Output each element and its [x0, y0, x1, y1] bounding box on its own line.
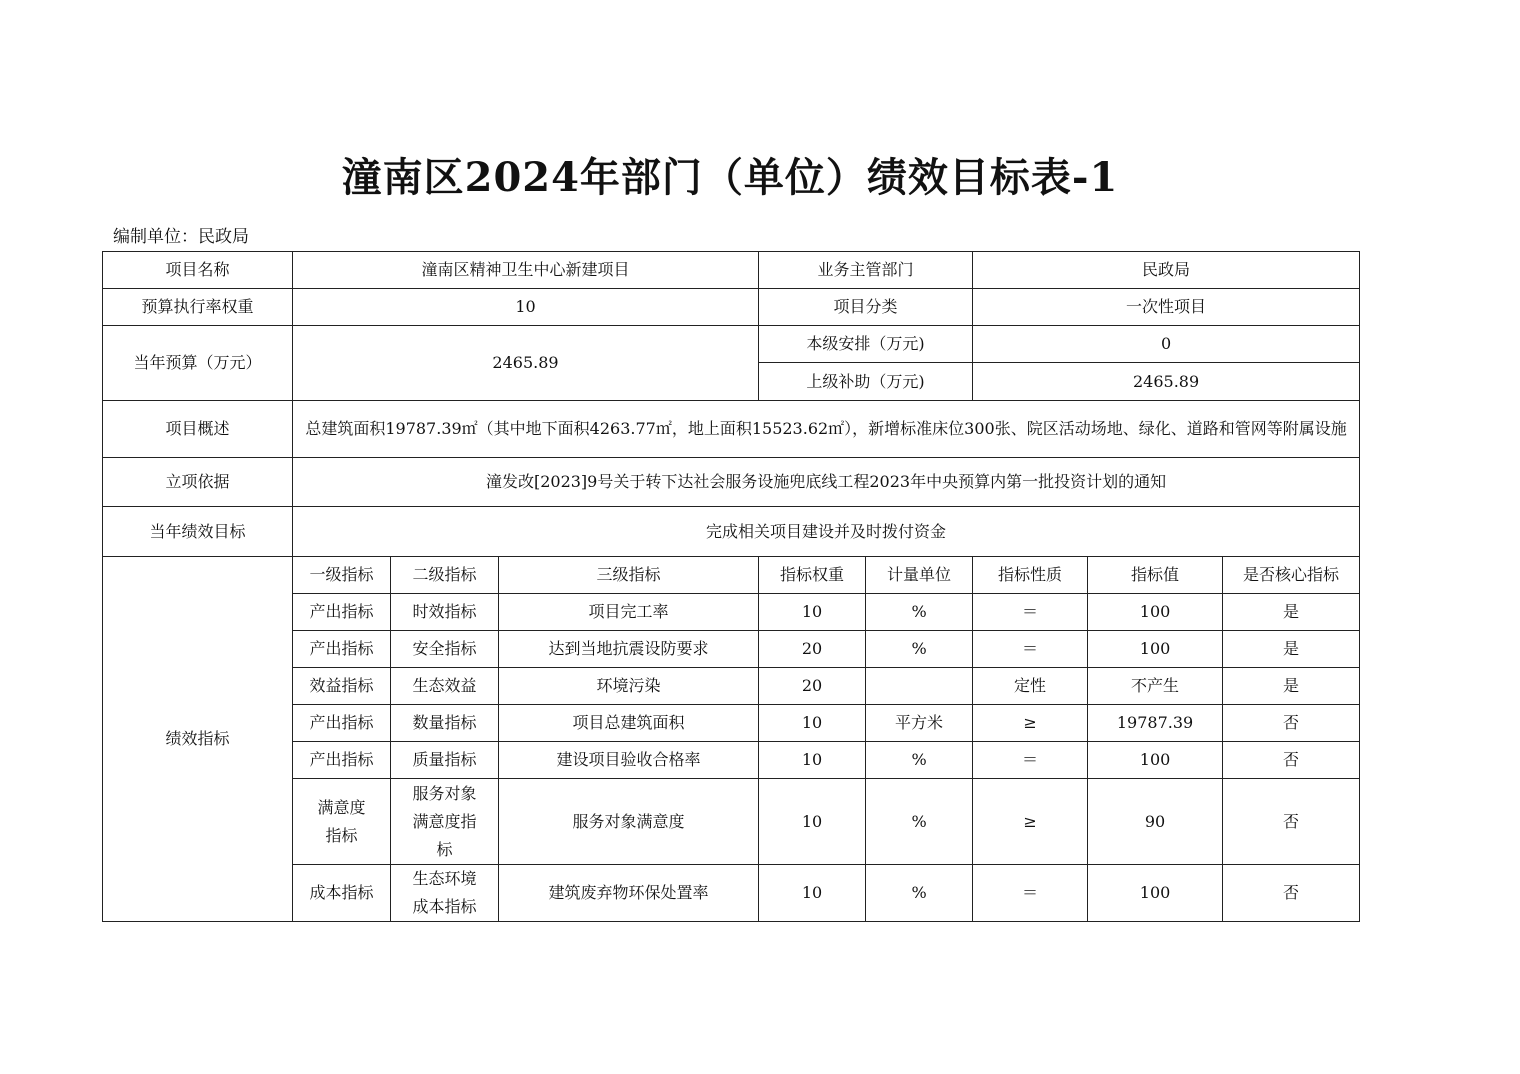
local-value: 0	[973, 326, 1360, 363]
indicator-cell: 服务对象满意度	[499, 779, 759, 865]
indicator-cell: 安全指标	[391, 631, 499, 668]
indicator-header-cell: 三级指标	[499, 557, 759, 594]
project-name-label: 项目名称	[103, 252, 293, 289]
indicator-cell: 否	[1223, 705, 1360, 742]
indicator-cell: ≥	[973, 779, 1088, 865]
category-label: 项目分类	[759, 289, 973, 326]
indicator-cell: 平方米	[866, 705, 973, 742]
indicator-cell: 100	[1088, 865, 1223, 922]
indicator-cell: %	[866, 742, 973, 779]
indicator-header-cell: 是否核心指标	[1223, 557, 1360, 594]
indicator-cell: 否	[1223, 779, 1360, 865]
basis-label: 立项依据	[103, 458, 293, 507]
indicator-cell: ＝	[973, 742, 1088, 779]
indicator-cell: 生态效益	[391, 668, 499, 705]
indicator-cell: ＝	[973, 594, 1088, 631]
indicator-cell: ＝	[973, 631, 1088, 668]
dept-value: 民政局	[973, 252, 1360, 289]
indicator-cell: 10	[759, 779, 866, 865]
indicator-header-cell: 指标权重	[759, 557, 866, 594]
row-basis	[103, 458, 1360, 507]
indicator-cell: 建筑废弃物环保处置率	[499, 865, 759, 922]
indicator-header-cell: 指标值	[1088, 557, 1223, 594]
indicator-header-cell: 计量单位	[866, 557, 973, 594]
upper-label: 上级补助（万元)	[759, 363, 973, 401]
goal-label: 当年绩效目标	[103, 507, 293, 557]
compiling-unit: 编制单位：民政局	[113, 227, 249, 247]
local-label: 本级安排（万元)	[759, 326, 973, 363]
row-weight	[103, 289, 1360, 326]
indicator-cell: 20	[759, 631, 866, 668]
indicator-cell: 100	[1088, 594, 1223, 631]
indicator-header-cell: 二级指标	[391, 557, 499, 594]
indicator-cell: 否	[1223, 742, 1360, 779]
indicator-cell: ≥	[973, 705, 1088, 742]
indicator-cell: 生态环境 成本指标	[391, 865, 499, 922]
indicator-cell: 10	[759, 865, 866, 922]
weight-value: 10	[293, 289, 759, 326]
page-title: 潼南区2024年部门（单位）绩效目标表-1	[341, 154, 1119, 201]
indicator-cell: 19787.39	[1088, 705, 1223, 742]
indicator-cell: 质量指标	[391, 742, 499, 779]
indicator-header-row	[103, 557, 1360, 594]
indicator-cell: 项目总建筑面积	[499, 705, 759, 742]
overview-label: 项目概述	[103, 401, 293, 458]
indicator-cell: 满意度 指标	[293, 779, 391, 865]
indicator-cell: 是	[1223, 594, 1360, 631]
indicator-section-label: 绩效指标	[103, 557, 293, 922]
indicator-cell: 数量指标	[391, 705, 499, 742]
basis-value: 潼发改[2023]9号关于转下达社会服务设施兜底线工程2023年中央预算内第一批投资计划的通知	[293, 458, 1360, 507]
row-budget	[103, 326, 1360, 363]
indicator-cell: 产出指标	[293, 594, 391, 631]
indicator-cell: 效益指标	[293, 668, 391, 705]
indicator-cell: 是	[1223, 668, 1360, 705]
dept-label: 业务主管部门	[759, 252, 973, 289]
indicator-cell: 产出指标	[293, 742, 391, 779]
row-goal	[103, 507, 1360, 557]
budget-label: 当年预算（万元）	[103, 326, 293, 401]
indicator-cell: 否	[1223, 865, 1360, 922]
indicator-cell: 20	[759, 668, 866, 705]
overview-value: 总建筑面积19787.39㎡（其中地下面积4263.77㎡，地上面积15523.62㎡），新增标准床位300张、院区活动场地、绿化、道路和管网等附属设施	[293, 401, 1360, 458]
indicator-cell: 10	[759, 705, 866, 742]
indicator-cell: 建设项目验收合格率	[499, 742, 759, 779]
goal-value: 完成相关项目建设并及时拨付资金	[293, 507, 1360, 557]
indicator-cell: ＝	[973, 865, 1088, 922]
row-overview	[103, 401, 1360, 458]
indicator-header-cell: 一级指标	[293, 557, 391, 594]
indicator-cell: 10	[759, 742, 866, 779]
performance-table	[102, 251, 1360, 922]
indicator-cell: %	[866, 865, 973, 922]
indicator-cell: %	[866, 779, 973, 865]
upper-value: 2465.89	[973, 363, 1360, 401]
indicator-cell: 定性	[973, 668, 1088, 705]
weight-label: 预算执行率权重	[103, 289, 293, 326]
project-name-value: 潼南区精神卫生中心新建项目	[293, 252, 759, 289]
indicator-cell: 达到当地抗震设防要求	[499, 631, 759, 668]
indicator-cell: 环境污染	[499, 668, 759, 705]
indicator-cell: 产出指标	[293, 631, 391, 668]
indicator-cell: 100	[1088, 631, 1223, 668]
indicator-cell: 100	[1088, 742, 1223, 779]
budget-value: 2465.89	[293, 326, 759, 401]
row-project-name	[103, 252, 1360, 289]
category-value: 一次性项目	[973, 289, 1360, 326]
indicator-cell: 90	[1088, 779, 1223, 865]
indicator-cell: 10	[759, 594, 866, 631]
indicator-cell: 不产生	[1088, 668, 1223, 705]
indicator-cell: 是	[1223, 631, 1360, 668]
indicator-cell: 成本指标	[293, 865, 391, 922]
indicator-cell: 产出指标	[293, 705, 391, 742]
indicator-cell: 项目完工率	[499, 594, 759, 631]
indicator-cell: 服务对象 满意度指 标	[391, 779, 499, 865]
indicator-cell: %	[866, 631, 973, 668]
indicator-header-cell: 指标性质	[973, 557, 1088, 594]
indicator-cell	[866, 668, 973, 705]
indicator-cell: %	[866, 594, 973, 631]
indicator-cell: 时效指标	[391, 594, 499, 631]
